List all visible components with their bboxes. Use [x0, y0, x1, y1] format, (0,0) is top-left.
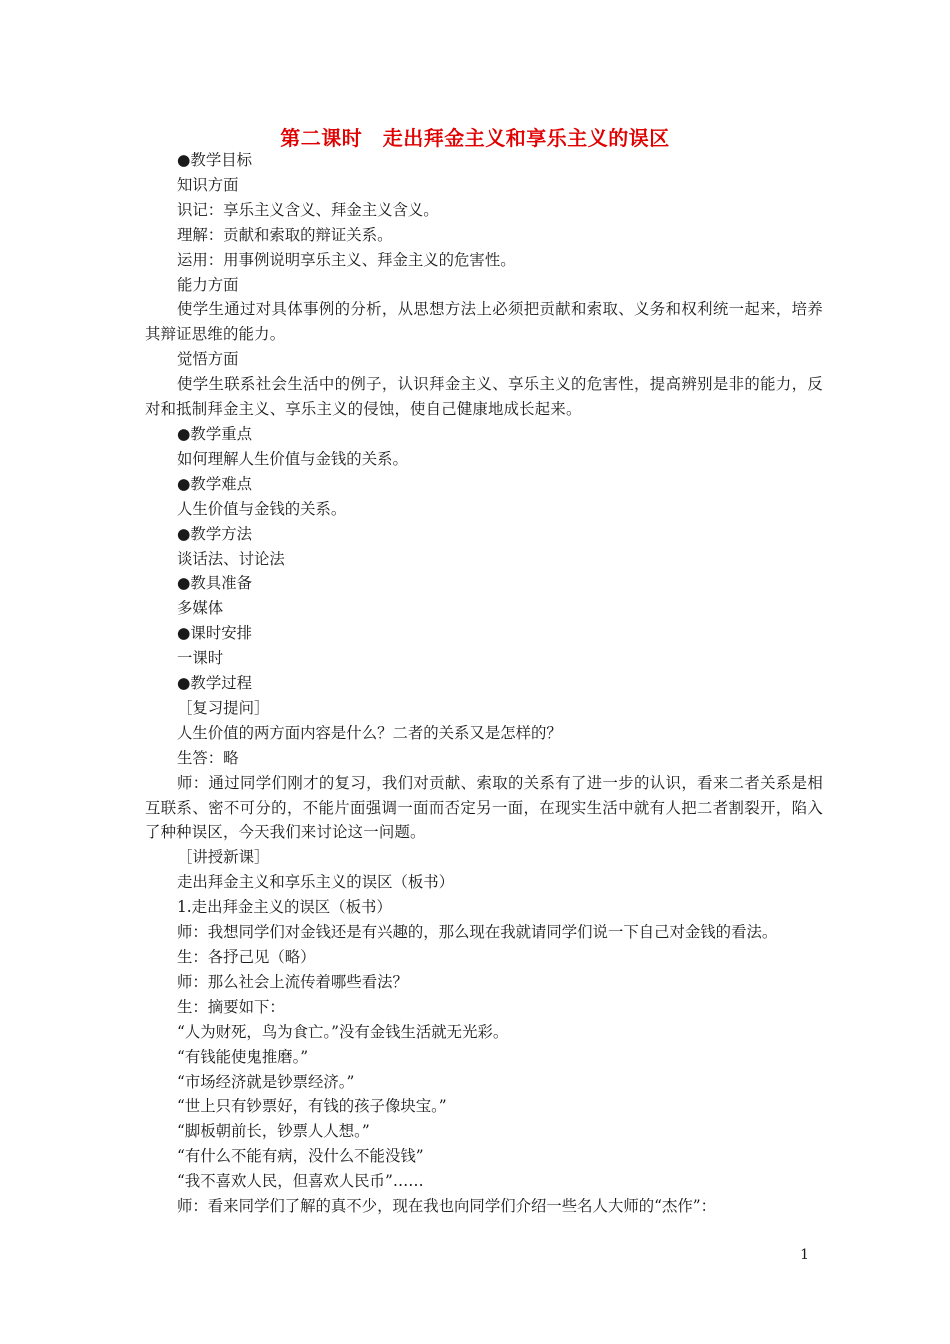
lesson-title: 第二课时 走出拜金主义和享乐主义的误区	[280, 126, 670, 150]
subheading-ability: 能力方面	[177, 275, 239, 294]
difficulties-text: 人生价值与金钱的关系。	[177, 499, 347, 518]
quote-4: “世上只有钞票好，有钱的孩子像块宝。”	[177, 1097, 447, 1116]
student-answer: 生答：略	[177, 748, 239, 767]
quote-3: “市场经济就是钞票经济。”	[177, 1072, 355, 1091]
teacher-introduce-masters: 师：看来同学们了解的真不少，现在我也向同学们介绍一些名人大师的“杰作”：	[177, 1197, 717, 1216]
methods-text: 谈话法、讨论法	[177, 549, 285, 568]
section-heading-key-points: ●教学重点	[177, 424, 252, 443]
knowledge-apply: 运用：用事例说明享乐主义、拜金主义的危害性。	[177, 250, 516, 269]
student-summary: 生：摘要如下：	[177, 997, 285, 1016]
new-lesson-heading: ［讲授新课］	[177, 848, 270, 867]
board-point-1: 1.走出拜金主义的误区（板书）	[177, 898, 392, 917]
teacher-prompt-money: 师：我想同学们对金钱还是有兴趣的，那么现在我就请同学们说一下自己对金钱的看法。	[177, 923, 778, 942]
quote-1: “人为财死，鸟为食亡。”没有金钱生活就无光彩。	[177, 1022, 509, 1041]
board-title: 走出拜金主义和享乐主义的误区（板书）	[177, 873, 455, 892]
schedule-text: 一课时	[177, 649, 224, 668]
subheading-awareness: 觉悟方面	[177, 350, 239, 369]
materials-text: 多媒体	[177, 599, 224, 618]
teacher-transition-paragraph: 师：通过同学们刚才的复习，我们对贡献、索取的关系有了进一步的认识，看来二者关系是相互联系、密不可分的，不能片面强调一面而否定另一面，在现实生活中就有人把二者割裂开，陷入了种种误区，今天我们来讨论这一问题。	[145, 773, 823, 842]
knowledge-memorize: 识记：享乐主义含义、拜金主义含义。	[177, 200, 439, 219]
review-question: 人生价值的两方面内容是什么？二者的关系又是怎样的？	[177, 723, 562, 742]
awareness-paragraph: 使学生联系社会生活中的例子，认识拜金主义、享乐主义的危害性，提高辨别是非的能力，反对和抵制拜金主义、享乐主义的侵蚀，使自己健康地成长起来。	[145, 375, 823, 419]
quote-2: “有钱能使鬼推磨。”	[177, 1047, 309, 1066]
lesson-body	[145, 148, 823, 1219]
section-heading-process: ●教学过程	[177, 674, 252, 693]
page-number: 1	[800, 1247, 809, 1263]
subheading-knowledge: 知识方面	[177, 175, 239, 194]
section-heading-schedule: ●课时安排	[177, 624, 252, 643]
section-heading-methods: ●教学方法	[177, 524, 252, 543]
teacher-question-society: 师：那么社会上流传着哪些看法？	[177, 972, 408, 991]
key-points-text: 如何理解人生价值与金钱的关系。	[177, 449, 408, 468]
ability-paragraph: 使学生通过对具体事例的分析，从思想方法上必须把贡献和索取、义务和权利统一起来，培养其辩证思维的能力。	[145, 300, 823, 344]
quote-6: “有什么不能有病，没什么不能没钱”	[177, 1147, 424, 1166]
review-heading: ［复习提问］	[177, 698, 270, 717]
section-heading-difficulties: ●教学难点	[177, 474, 252, 493]
section-heading-objectives: ●教学目标	[177, 151, 252, 169]
section-heading-materials: ●教具准备	[177, 574, 252, 593]
quote-7: “我不喜欢人民，但喜欢人民币”……	[177, 1172, 424, 1191]
knowledge-understand: 理解：贡献和索取的辩证关系。	[177, 225, 393, 244]
quote-5: “脚板朝前长，钞票人人想。”	[177, 1122, 370, 1141]
student-opinions: 生：各抒己见（略）	[177, 948, 316, 966]
